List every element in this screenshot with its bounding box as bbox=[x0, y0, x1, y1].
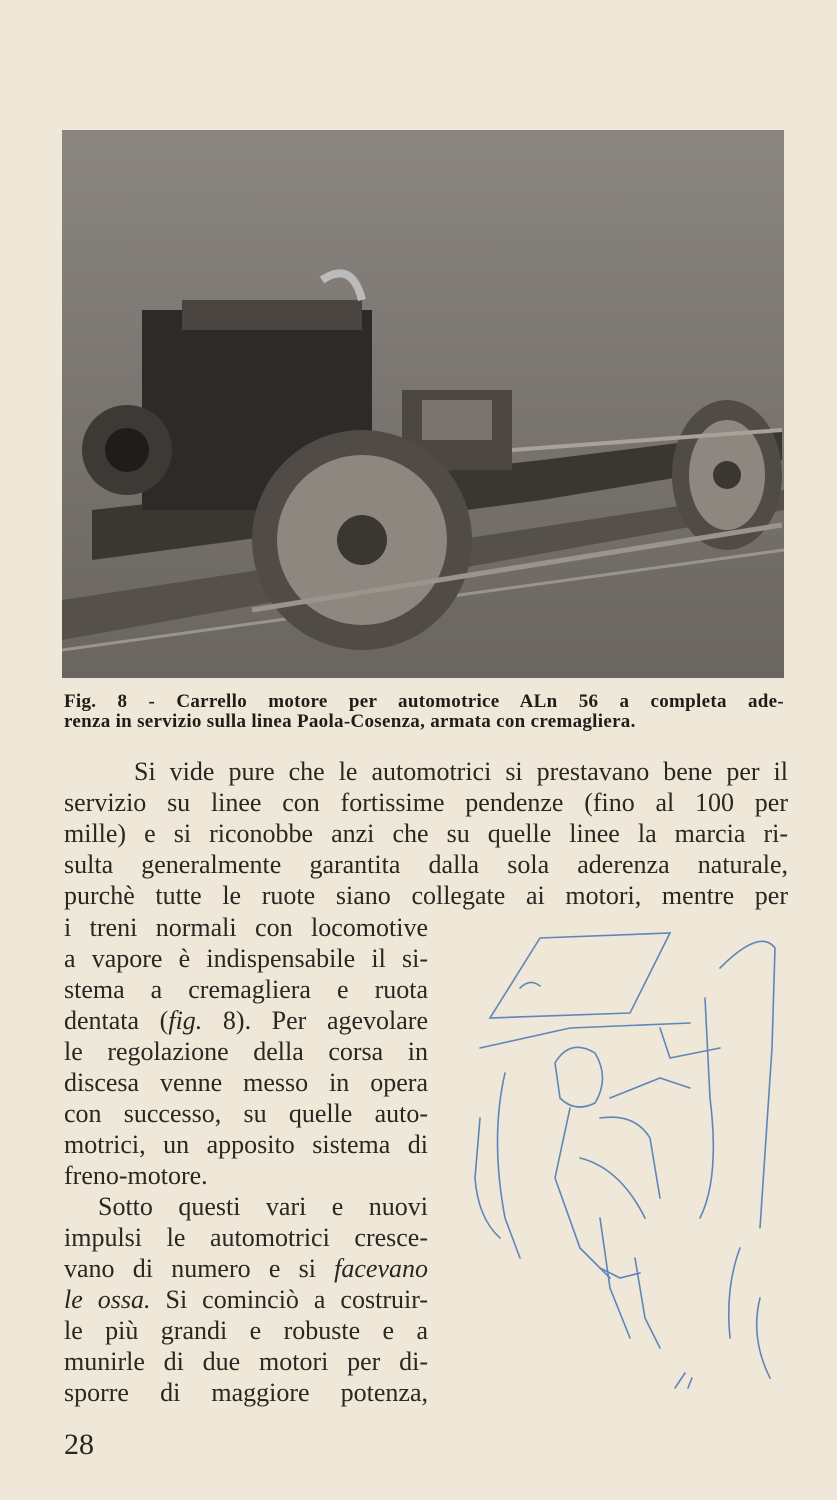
text-line: a vapore è indispensabile il si- bbox=[64, 944, 428, 973]
text-fragment: Si cominciò a costruir- bbox=[150, 1285, 428, 1314]
caption-line: renza in servizio sulla linea Paola-Cosenza, armata con cremagliera. bbox=[64, 711, 636, 732]
figure-caption bbox=[64, 692, 784, 732]
bogie-photo bbox=[62, 130, 784, 678]
text-line: con successo, su quelle auto- bbox=[64, 1099, 428, 1128]
text-line: impulsi le automotrici cresce- bbox=[64, 1223, 428, 1252]
caption-line: Fig. 8 - Carrello motore per automotrice ALn 56 a completa ade- bbox=[64, 691, 784, 712]
text-line: purchè tutte le ruote siano collegate ai motori, mentre per bbox=[64, 881, 788, 910]
text-line: mille) e si riconobbe anzi che su quelle linee la marcia ri- bbox=[64, 819, 788, 848]
text-fragment: 8). Per agevolare bbox=[202, 1006, 428, 1035]
text-line: stema a cremagliera e ruota bbox=[64, 975, 428, 1004]
italic-fragment: le ossa. bbox=[64, 1285, 151, 1314]
text-line: freno-motore. bbox=[64, 1161, 208, 1190]
text-fragment: vano di numero e si bbox=[64, 1254, 335, 1283]
text-line: servizio su linee con fortissime pendenze (fino al 100 per bbox=[64, 788, 788, 817]
text-fragment: dentata ( bbox=[64, 1006, 169, 1035]
page-number: 28 bbox=[64, 1428, 94, 1461]
text-line: i treni normali con locomotive bbox=[64, 913, 428, 942]
text-line: munirle di due motori per di- bbox=[64, 1347, 428, 1376]
text-line bbox=[64, 1005, 428, 1036]
engine-driver-sketch bbox=[460, 918, 800, 1398]
text-line: sulta generalmente garantita dalla sola aderenza naturale, bbox=[64, 850, 788, 879]
text-line bbox=[64, 1253, 428, 1284]
italic-fragment: fig. bbox=[168, 1006, 203, 1035]
text-line: le regolazione della corsa in bbox=[64, 1037, 428, 1066]
text-line: le più grandi e robuste e a bbox=[64, 1316, 428, 1345]
text-line: Si vide pure che le automotrici si prestavano bene per il bbox=[134, 757, 788, 786]
text-line: sporre di maggiore potenza, bbox=[64, 1378, 428, 1407]
text-line: Sotto questi vari e nuovi bbox=[98, 1192, 428, 1221]
text-line: motrici, un apposito sistema di bbox=[64, 1130, 428, 1159]
italic-fragment: facevano bbox=[334, 1254, 428, 1283]
text-line: discesa venne messo in opera bbox=[64, 1068, 428, 1097]
wrapped-text-column bbox=[64, 912, 428, 1408]
paragraph-1 bbox=[64, 756, 788, 911]
text-line bbox=[64, 1284, 428, 1315]
